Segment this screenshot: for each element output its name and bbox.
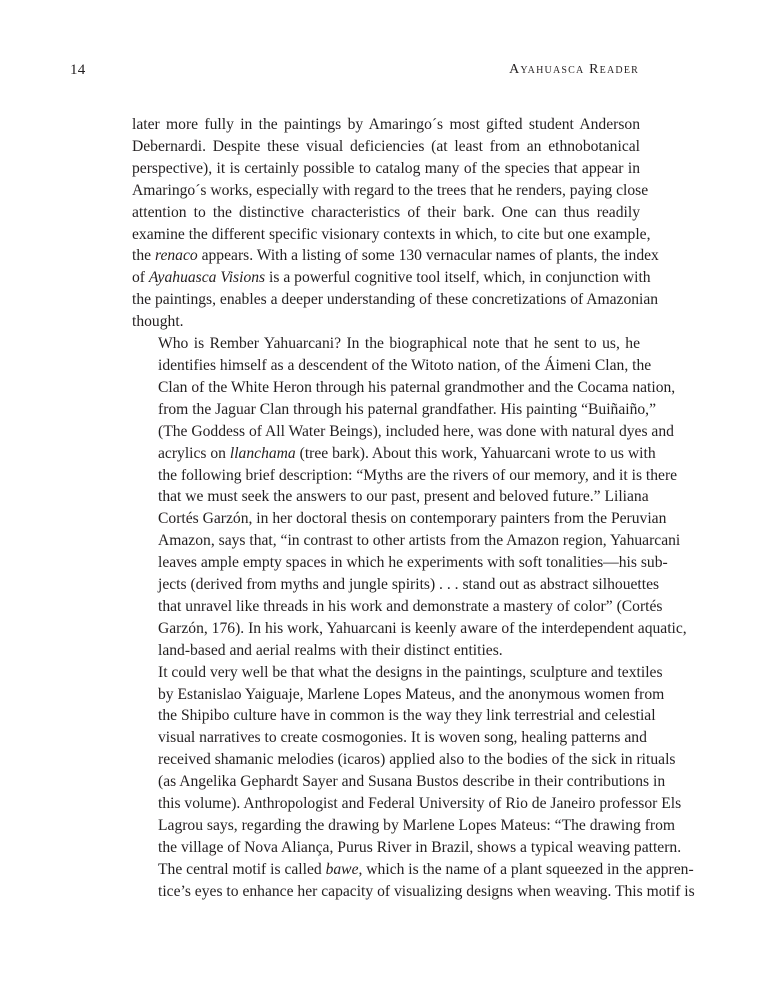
- text-line: examine the different specific visionary contexts in which, to cite but one example,: [132, 225, 651, 243]
- text-line: acrylics on llanchama (tree bark). About this work, Yahuarcani wrote to us with: [158, 444, 656, 462]
- paragraph: [132, 333, 687, 662]
- text-line: tice’s eyes to enhance her capacity of visualizing designs when weaving. This motif is: [158, 882, 695, 900]
- text-line: that we must seek the answers to our past, present and beloved future.” Liliana: [158, 488, 649, 506]
- text-line: the renaco appears. With a listing of some 130 vernacular names of plants, the index: [132, 247, 659, 265]
- body-text: [132, 114, 695, 903]
- text-line: the paintings, enables a deeper understanding of these concretizations of Amazonian: [132, 291, 659, 309]
- paragraph: [132, 662, 695, 903]
- text-line: the following brief description: “Myths are the rivers of our memory, and it is there: [158, 466, 678, 484]
- text-line: of Ayahuasca Visions is a powerful cognitive tool itself, which, in conjunction with: [132, 269, 651, 287]
- text-line: visual narratives to create cosmogonies. It is woven song, healing patterns and: [158, 729, 647, 747]
- text-line: Debernardi. Despite these visual deficiencies (at least from an ethnobotanical: [132, 137, 640, 155]
- text-line: the village of Nova Aliança, Purus River in Brazil, shows a typical weaving pattern.: [158, 838, 682, 856]
- text-line: jects (derived from myths and jungle spirits) . . . stand out as abstract silhouettes: [158, 576, 660, 594]
- text-line: leaves ample empty spaces in which he experiments with soft tonalities—his sub-: [158, 554, 668, 572]
- text-line: Clan of the White Heron through his paternal grandmother and the Cocama nation,: [158, 378, 676, 396]
- text-line: attention to the distinctive characteristics of their bark. One can thus readily: [132, 203, 640, 221]
- text-line: (The Goddess of All Water Beings), included here, was done with natural dyes and: [158, 422, 674, 440]
- text-line: thought.: [132, 313, 184, 331]
- text-line: received shamanic melodies (icaros) applied also to the bodies of the sick in rituals: [158, 751, 676, 769]
- text-line: (as Angelika Gephardt Sayer and Susana Bustos describe in their contributions in: [158, 773, 666, 791]
- text-line: that unravel like threads in his work and demonstrate a mastery of color” (Cortés: [158, 597, 663, 615]
- text-line: later more fully in the paintings by Amaringo´s most gifted student Anderson: [132, 116, 640, 133]
- text-line: The central motif is called bawe, which is the name of a plant squeezed in the appren-: [158, 860, 694, 878]
- text-line: land-based and aerial realms with their distinct entities.: [158, 641, 503, 659]
- text-line: the Shipibo culture have in common is the way they link terrestrial and celestial: [158, 707, 656, 725]
- text-line: Amaringo´s works, especially with regard to the trees that he renders, paying close: [132, 181, 649, 199]
- page-header: [70, 62, 639, 84]
- text-line: It could very well be that what the designs in the paintings, sculpture and textiles: [158, 663, 663, 681]
- text-line: perspective), it is certainly possible to catalog many of the species that appear in: [132, 159, 640, 177]
- text-line: identifies himself as a descendent of the Witoto nation, of the Áimeni Clan, the: [158, 356, 652, 374]
- paragraph: [132, 114, 659, 333]
- text-line: Lagrou says, regarding the drawing by Marlene Lopes Mateus: “The drawing from: [158, 817, 676, 834]
- page-number: 14: [70, 62, 86, 78]
- text-line: by Estanislao Yaiguaje, Marlene Lopes Mateus, and the anonymous women from: [158, 685, 665, 703]
- text-line: Who is Rember Yahuarcani? In the biographical note that he sent to us, he: [158, 335, 640, 353]
- running-head: Ayahuasca Reader: [509, 62, 639, 77]
- text-line: Amazon, says that, “in contrast to other artists from the Amazon region, Yahuarcani: [158, 532, 681, 550]
- text-line: from the Jaguar Clan through his paternal grandfather. His painting “Buiñaiño,”: [158, 400, 657, 418]
- text-line: this volume). Anthropologist and Federal University of Rio de Janeiro professor Els: [158, 795, 682, 813]
- text-line: Garzón, 176). In his work, Yahuarcani is keenly aware of the interdependent aquatic,: [158, 619, 687, 637]
- text-line: Cortés Garzón, in her doctoral thesis on contemporary painters from the Peruvian: [158, 510, 667, 528]
